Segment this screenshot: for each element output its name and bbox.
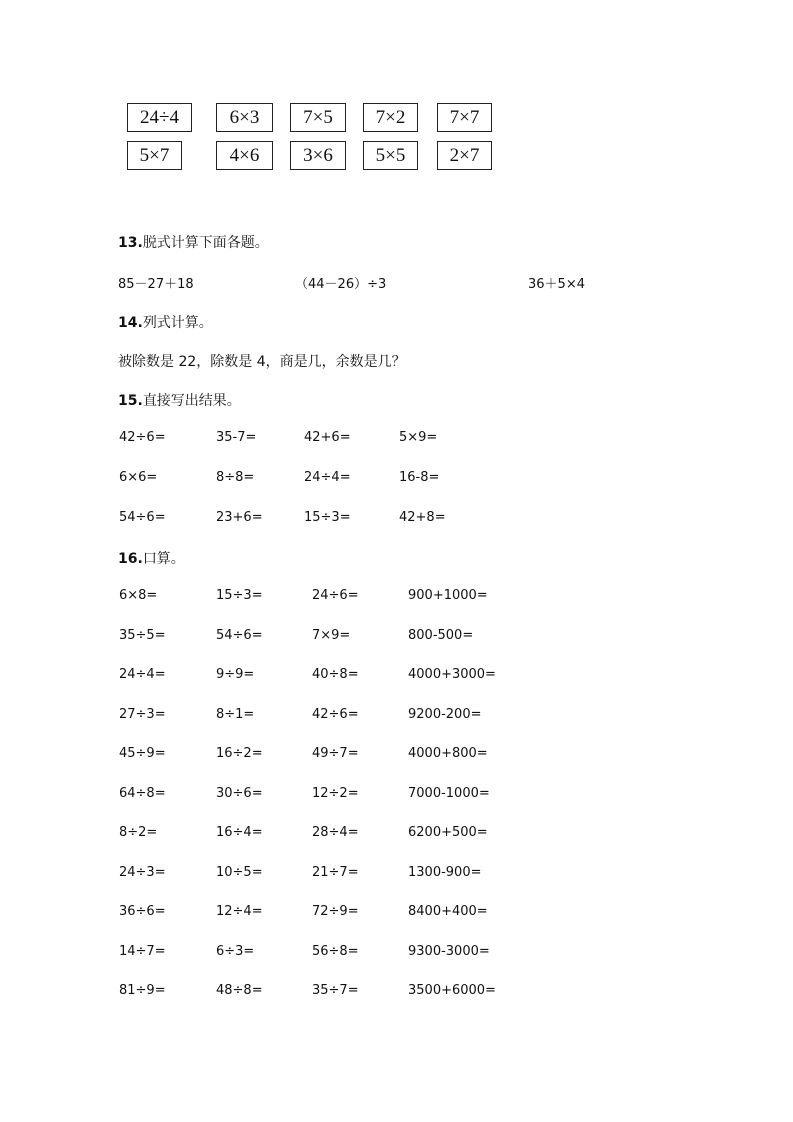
expression-box: 7×5: [290, 103, 346, 132]
arithmetic-problem: 42+6=: [304, 430, 351, 445]
expression-box: 5×5: [363, 141, 418, 170]
question-14-text: 被除数是 22，除数是 4，商是几，余数是几？: [118, 354, 406, 370]
calc-item: 85－27＋18: [118, 277, 194, 292]
question-13-heading: [118, 232, 269, 252]
expression-box: 4×6: [216, 141, 273, 170]
arithmetic-problem: 5×9=: [399, 430, 438, 445]
question-16-heading: [118, 548, 185, 568]
arithmetic-problem: 8÷8=: [216, 470, 255, 485]
arithmetic-problem: 4000+3000=: [408, 667, 496, 682]
arithmetic-problem: 21÷7=: [312, 864, 359, 880]
arithmetic-problem: 27÷3=: [119, 706, 166, 722]
question-number: 16.: [118, 551, 143, 567]
arithmetic-problem: 49÷7=: [312, 746, 359, 761]
arithmetic-problem: 35-7=: [216, 430, 257, 445]
arithmetic-problem: 12÷4=: [216, 904, 263, 919]
arithmetic-problem: 36÷6=: [119, 904, 166, 919]
expression-box: 24÷4: [127, 103, 192, 132]
arithmetic-problem: 15÷3=: [304, 510, 351, 525]
arithmetic-problem: 6200+500=: [408, 825, 488, 840]
question-number: 15.: [118, 393, 143, 409]
arithmetic-problem: 64÷8=: [119, 785, 166, 801]
arithmetic-problem: 9200-200=: [408, 706, 482, 722]
arithmetic-problem: 23+6=: [216, 510, 263, 525]
expression-box: 6×3: [216, 103, 273, 132]
arithmetic-problem: 40÷8=: [312, 667, 359, 682]
question-number: 13.: [118, 235, 143, 251]
expression-box: 7×2: [363, 103, 418, 132]
arithmetic-problem: 6×8=: [119, 588, 158, 603]
arithmetic-problem: 16÷4=: [216, 825, 263, 840]
expression-box: 3×6: [290, 141, 346, 170]
question-14-heading: [118, 312, 213, 332]
arithmetic-problem: 7×9=: [312, 627, 351, 643]
arithmetic-problem: 10÷5=: [216, 864, 263, 880]
arithmetic-problem: 35÷5=: [119, 627, 166, 643]
arithmetic-problem: 30÷6=: [216, 785, 263, 801]
arithmetic-problem: 81÷9=: [119, 983, 166, 998]
arithmetic-problem: 24÷4=: [304, 470, 351, 485]
arithmetic-problem: 800-500=: [408, 627, 474, 643]
arithmetic-problem: 54÷6=: [216, 627, 263, 643]
arithmetic-problem: 6×6=: [119, 470, 158, 485]
expression-box: 2×7: [437, 141, 492, 170]
arithmetic-problem: 15÷3=: [216, 588, 263, 603]
arithmetic-problem: 9÷9=: [216, 667, 255, 682]
arithmetic-problem: 72÷9=: [312, 904, 359, 919]
arithmetic-problem: 4000+800=: [408, 746, 488, 761]
expression-box: 7×7: [437, 103, 492, 132]
arithmetic-problem: 14÷7=: [119, 943, 166, 959]
arithmetic-problem: 7000-1000=: [408, 785, 490, 801]
arithmetic-problem: 42÷6=: [312, 706, 359, 722]
arithmetic-problem: 16-8=: [399, 470, 440, 485]
arithmetic-problem: 28÷4=: [312, 825, 359, 840]
arithmetic-problem: 6÷3=: [216, 943, 255, 959]
arithmetic-problem: 48÷8=: [216, 983, 263, 998]
arithmetic-problem: 16÷2=: [216, 746, 263, 761]
arithmetic-problem: 8400+400=: [408, 904, 488, 919]
arithmetic-problem: 8÷2=: [119, 825, 158, 840]
arithmetic-problem: 54÷6=: [119, 510, 166, 525]
arithmetic-problem: 3500+6000=: [408, 983, 496, 998]
arithmetic-problem: 9300-3000=: [408, 943, 490, 959]
question-title: 直接写出结果。: [142, 393, 241, 409]
question-title: 口算。: [142, 551, 185, 567]
expression-box: 5×7: [127, 141, 182, 170]
arithmetic-problem: 24÷4=: [119, 667, 166, 682]
arithmetic-problem: 35÷7=: [312, 983, 359, 998]
arithmetic-problem: 8÷1=: [216, 706, 255, 722]
arithmetic-problem: 12÷2=: [312, 785, 359, 801]
question-15-heading: [118, 390, 241, 410]
arithmetic-problem: 42+8=: [399, 510, 446, 525]
question-title: 列式计算。: [142, 315, 213, 331]
calc-item: 36＋5×4: [528, 277, 585, 292]
question-number: 14.: [118, 315, 143, 331]
arithmetic-problem: 24÷6=: [312, 588, 359, 603]
arithmetic-problem: 24÷3=: [119, 864, 166, 880]
arithmetic-problem: 42÷6=: [119, 430, 166, 445]
arithmetic-problem: 45÷9=: [119, 746, 166, 761]
arithmetic-problem: 900+1000=: [408, 588, 488, 603]
calc-item: （44－26）÷3: [295, 277, 387, 292]
arithmetic-problem: 56÷8=: [312, 943, 359, 959]
arithmetic-problem: 1300-900=: [408, 864, 482, 880]
question-title: 脱式计算下面各题。: [142, 235, 269, 251]
